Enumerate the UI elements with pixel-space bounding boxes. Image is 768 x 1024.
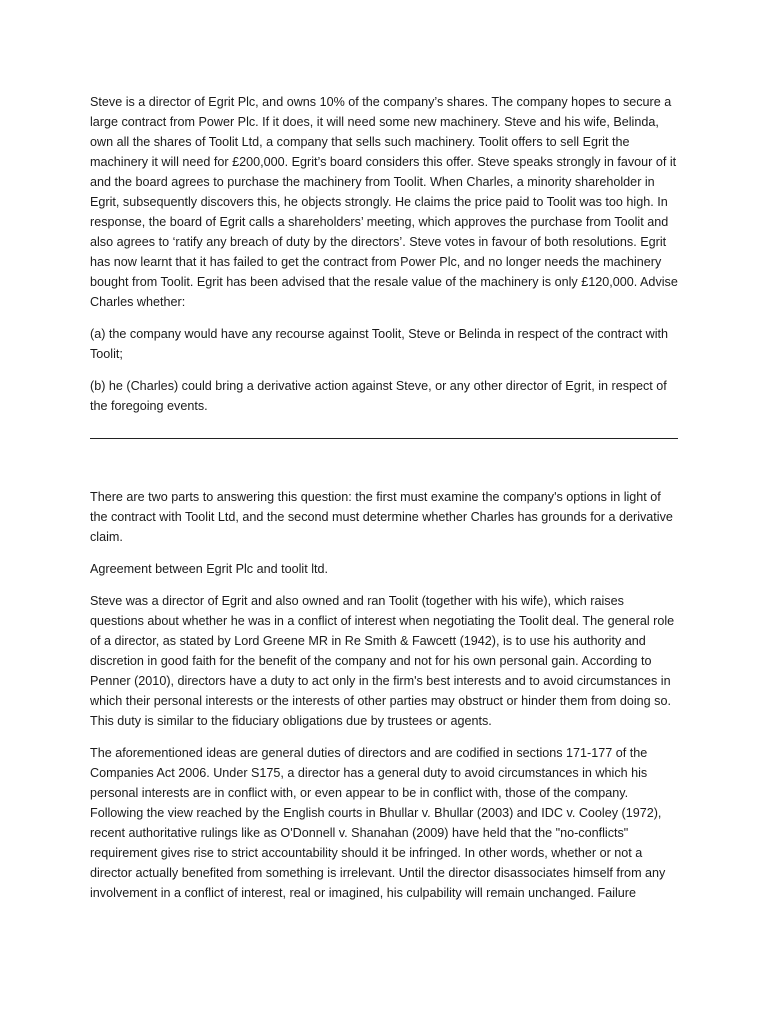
question-part-a: (a) the company would have any recourse against Toolit, Steve or Belinda in respect of the contract with Toolit; — [90, 327, 668, 361]
answer-overview-paragraph: There are two parts to answering this question: the first must examine the company's options in light of the contract with Toolit Ltd, and the second must determine whether Charles has grounds for a derivative claim. — [90, 490, 673, 544]
question-part-b: (b) he (Charles) could bring a derivative action against Steve, or any other director of Egrit, in respect of the foregoing events. — [90, 379, 667, 413]
answer-paragraph-1: Steve was a director of Egrit and also owned and ran Toolit (together with his wife), which raises questions about whether he was in a conflict of interest when negotiating the Toolit deal. The general role of a director, as stated by Lord Greene MR in Re Smith & Fawcett (1942), is to use his authority and discretion in good faith for the benefit of the company and not for his own personal gain. According to Penner (2010), directors have a duty to act only in the firm's best interests and to avoid circumstances in which their personal interests or the interests of other parties may obstruct or hinder them from doing so. This duty is similar to the fiduciary obligations due by trustees or agents. — [90, 594, 675, 728]
section-divider — [90, 438, 678, 439]
answer-section-heading: Agreement between Egrit Plc and toolit ltd. — [90, 562, 329, 576]
answer-paragraph-2: The aforementioned ideas are general duties of directors and are codified in sections 171-177 of the Companies Act 2006. Under S175, a director has a general duty to avoid circumstances in which his personal interests are in conflict with, or even appear to be in conflict with, those of the company. Following the view reached by the English courts in Bhullar v. Bhullar (2003) and IDC v. Cooley (1972), recent authoritative rulings like as O'Donnell v. Shanahan (2009) have held that the "no-conflicts" requirement gives rise to strict accountability should it be infringed. In other words, whether or not a director actually benefited from something is irrelevant. Until the director disassociates himself from any involvement in a conflict of interest, real or imagined, his culpability will remain unchanged. Failure — [90, 746, 666, 900]
document-page — [90, 92, 680, 915]
answer-section — [90, 487, 680, 903]
question-intro-paragraph: Steve is a director of Egrit Plc, and owns 10% of the company’s shares. The company hopes to secure a large contract from Power Plc. If it does, it will need some new machinery. Steve and his wife, Belinda, own all the shares of Toolit Ltd, a company that sells such machinery. Toolit offers to sell Egrit the machinery it will need for £200,000. Egrit’s board considers this offer. Steve speaks strongly in favour of it and the board agrees to purchase the machinery from Toolit. When Charles, a minority shareholder in Egrit, subsequently discovers this, he objects strongly. He claims the price paid to Toolit was too high. In response, the board of Egrit calls a shareholders’ meeting, which approves the purchase from Toolit and also agrees to ‘ratify any breach of duty by the directors’. Steve votes in favour of both resolutions. Egrit has now learnt that it has failed to get the contract from Power Plc, and no longer needs the machinery bought from Toolit. Egrit has been advised that the resale value of the machinery is only £120,000. Advise Charles whether: — [90, 95, 678, 309]
